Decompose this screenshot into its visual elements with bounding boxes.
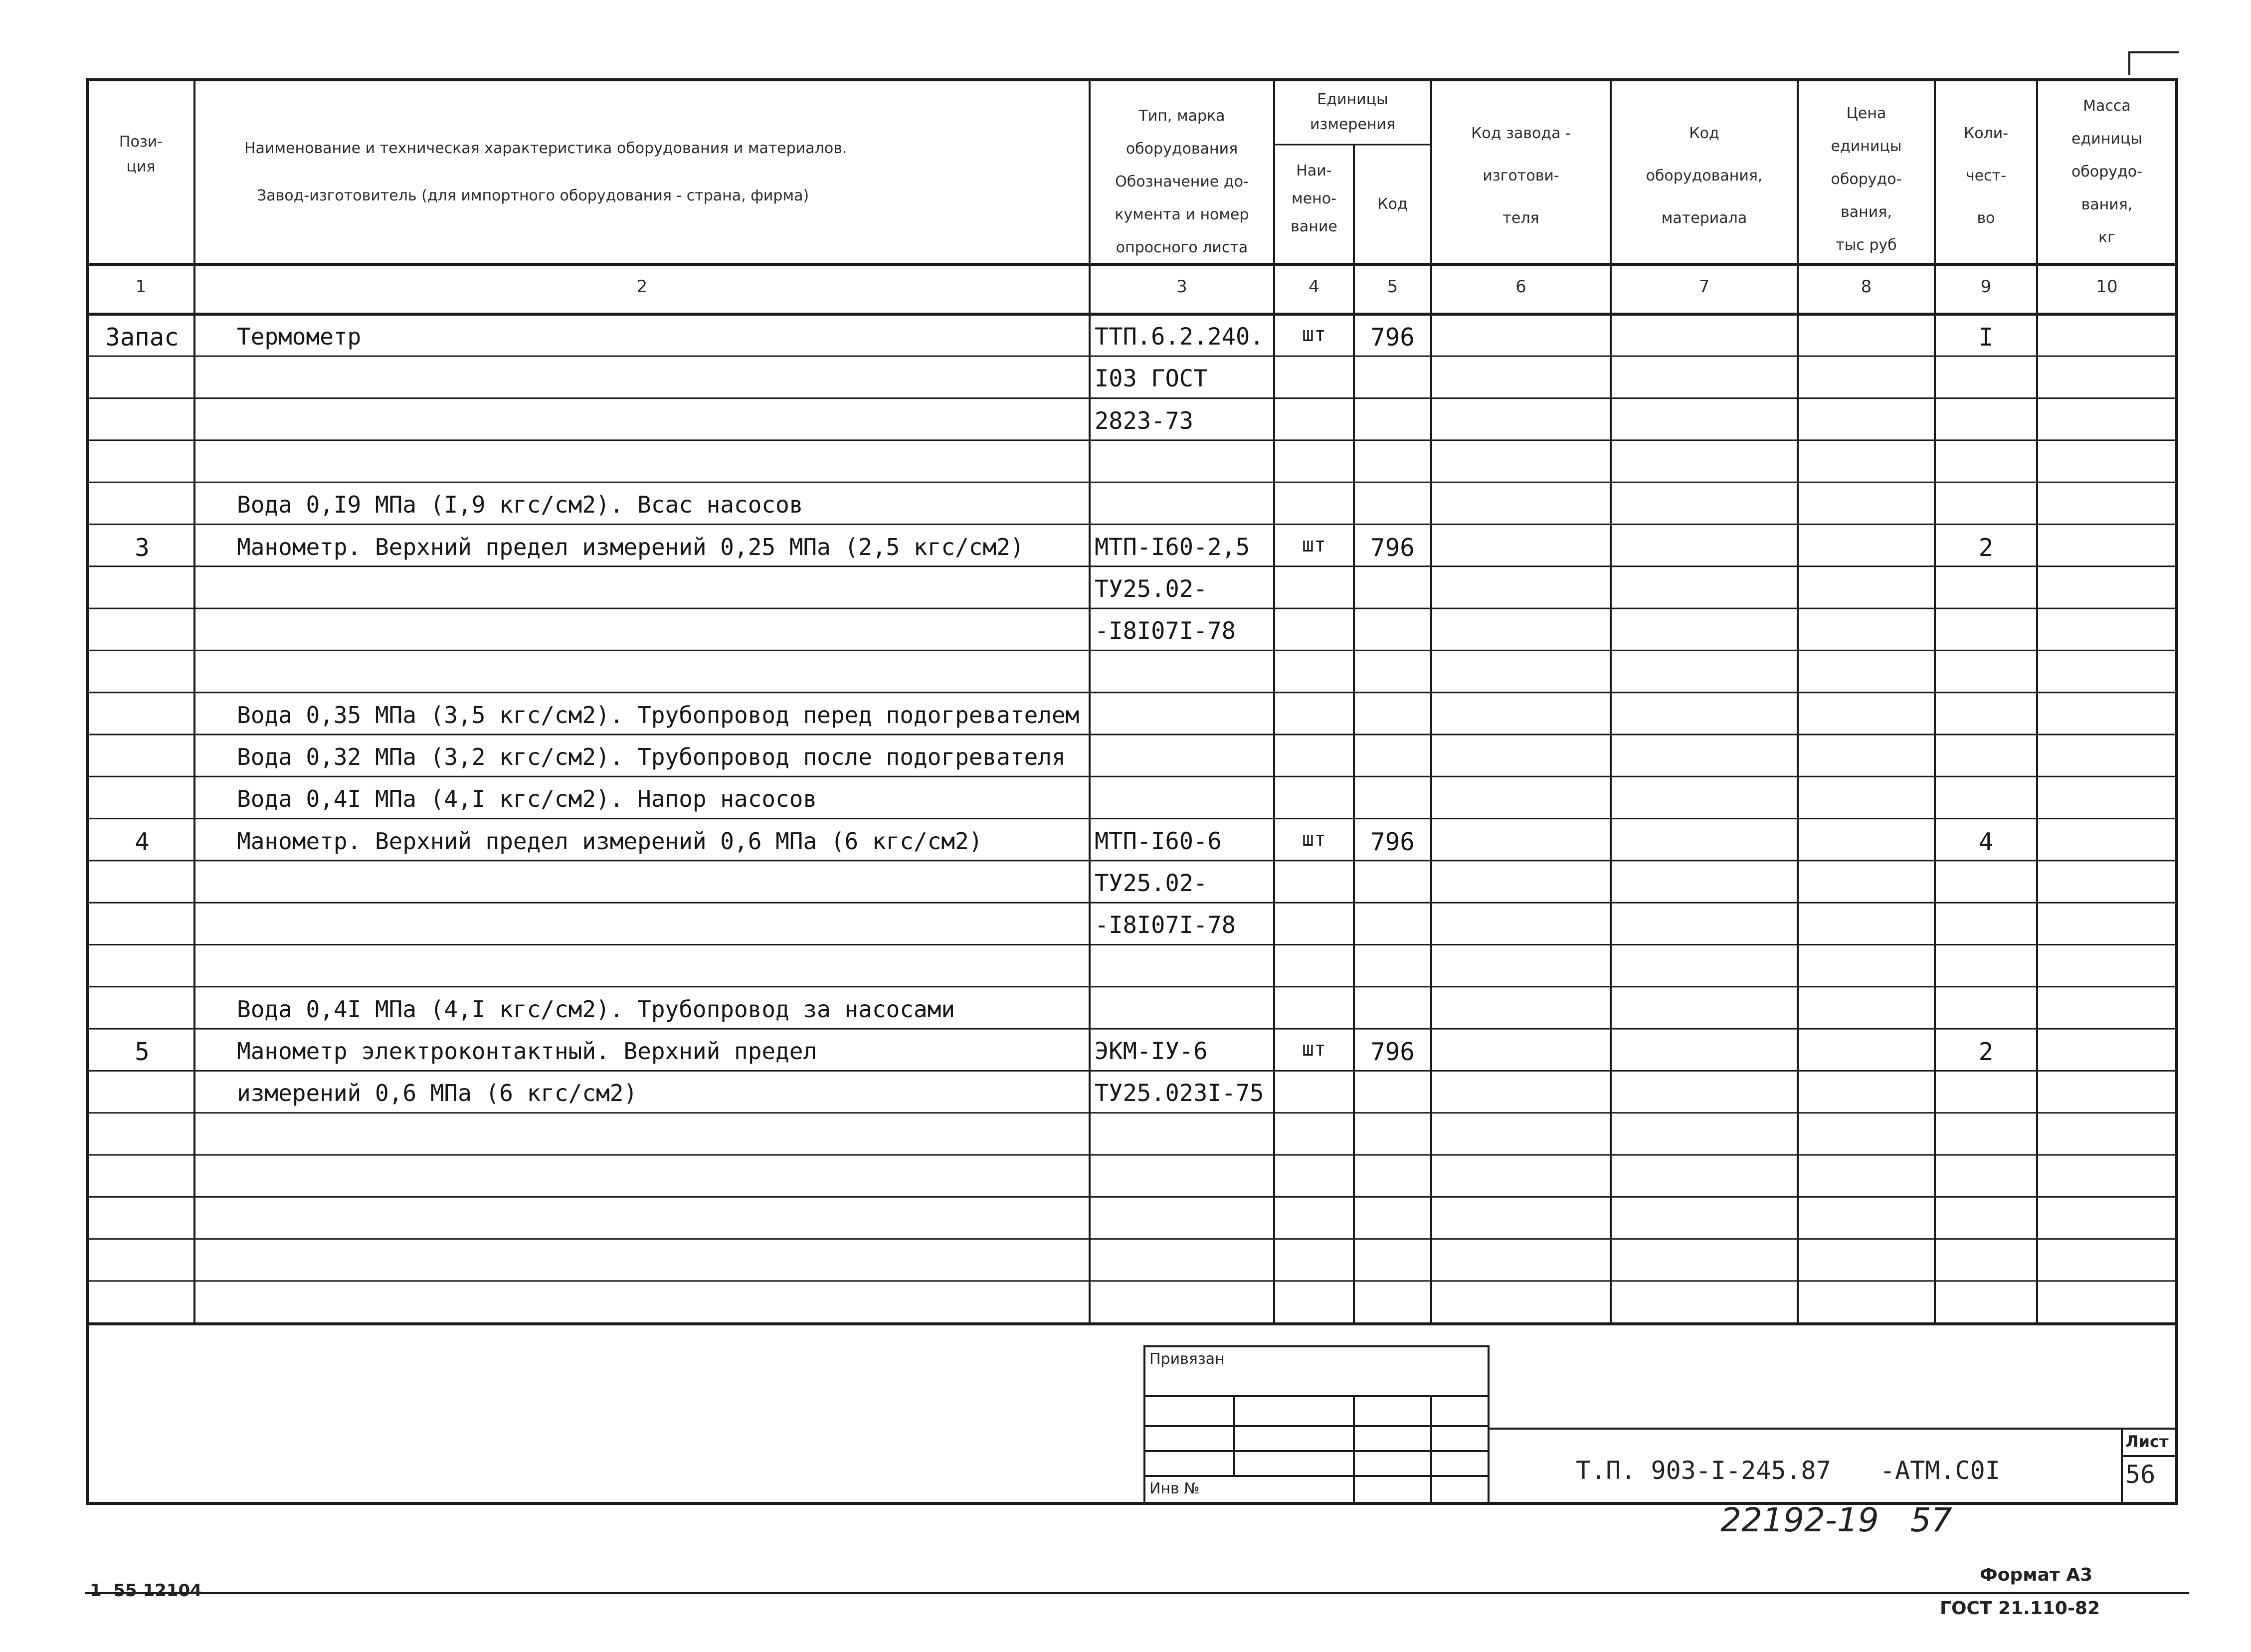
header-col6-line2: изготови-	[1483, 167, 1559, 184]
column-number: 3	[1176, 277, 1187, 297]
cell-code: 796	[1370, 827, 1415, 856]
cell-pos: 5	[135, 1038, 150, 1067]
column-number: 6	[1515, 277, 1526, 297]
handwritten-number: 22192-19 57	[1720, 1501, 1952, 1539]
header-units-line1: Единицы	[1317, 91, 1388, 108]
header-col1-line1: Пози-	[119, 133, 163, 151]
header-col9-line1: Коли-	[1963, 125, 2009, 142]
cell-type: -I8I07I-78	[1095, 912, 1236, 939]
cell-unit: шт	[1302, 533, 1326, 556]
header-col7	[1611, 112, 1798, 239]
footer-format: Формат А3	[1980, 1565, 2093, 1585]
sheet-label: Лист	[2125, 1432, 2169, 1451]
document-suffix: -АТМ.С0I	[1880, 1456, 2000, 1485]
cell-code: 796	[1370, 323, 1415, 352]
header-col3-line4: кумента и номер	[1115, 206, 1249, 223]
column-number: 9	[1980, 277, 1992, 297]
header-col7-line3: материала	[1661, 209, 1747, 227]
header-col10-line1: Масса	[2083, 97, 2131, 115]
cell-name: измерений 0,6 МПа (6 кгс/см2)	[237, 1080, 638, 1107]
cell-pos: Запас	[105, 323, 179, 352]
stamp-approved-label: Привязан	[1149, 1350, 1225, 1368]
column-number: 2	[636, 277, 648, 297]
header-col10-line5: кг	[2098, 229, 2115, 246]
cell-qty: 2	[1978, 533, 1994, 562]
column-number: 1	[135, 277, 147, 297]
header-col2	[244, 125, 1082, 219]
cell-type: I03 ГОСТ	[1095, 365, 1208, 393]
cell-unit: шт	[1302, 1038, 1326, 1061]
header-col6-line1: Код завода -	[1471, 125, 1571, 142]
header-col7-line2: оборудования,	[1646, 167, 1763, 184]
header-col4-line3: вание	[1291, 218, 1337, 235]
document-code: Т.П. 903-I-245.87	[1576, 1456, 1831, 1485]
header-col3-line2: оборудования	[1126, 140, 1238, 158]
cell-name: Вода 0,4I МПа (4,I кгс/см2). Трубопровод за насосами	[237, 995, 955, 1023]
header-col4-line1: Наи-	[1296, 162, 1332, 180]
header-col10	[2037, 90, 2177, 254]
header-col3-line1: Тип, марка	[1138, 107, 1225, 125]
header-col10-line4: вания,	[2081, 196, 2133, 213]
cell-name: Вода 0,32 МПа (3,2 кгс/см2). Трубопровод после подогревателя	[237, 743, 1066, 770]
cell-code: 796	[1370, 1038, 1415, 1067]
column-number: 7	[1698, 277, 1710, 297]
column-number: 4	[1309, 277, 1319, 297]
cell-type: ТУ25.023I-75	[1095, 1080, 1264, 1107]
header-col8	[1798, 97, 1935, 262]
cell-type: МТП-I60-2,5	[1095, 533, 1250, 561]
header-col8-line1: Цена	[1846, 105, 1886, 122]
header-units-group	[1274, 87, 1431, 137]
header-col5: Код	[1377, 195, 1408, 213]
column-number: 5	[1387, 277, 1398, 297]
cell-qty: 4	[1978, 827, 1994, 856]
header-col10-line3: оборудо-	[2071, 163, 2142, 181]
header-col4	[1274, 157, 1354, 241]
cell-type: ТУ25.02-	[1095, 575, 1208, 603]
cell-qty: I	[1978, 323, 1994, 352]
cell-type: МТП-I60-6	[1095, 827, 1222, 855]
header-col10-line2: единицы	[2071, 130, 2142, 148]
cell-type: ТТП.6.2.240.	[1095, 323, 1264, 351]
header-col3-line5: опросного листа	[1116, 239, 1248, 256]
header-col8-line2: единицы	[1831, 138, 1902, 155]
cell-unit: шт	[1302, 323, 1326, 346]
cell-name: Термометр	[237, 323, 362, 350]
cell-type: -I8I07I-78	[1095, 617, 1236, 645]
footer-left-code: 1 55 12104	[90, 1581, 202, 1601]
cell-name: Вода 0,4I МПа (4,I кгс/см2). Напор насосов	[237, 785, 817, 813]
sheet-number: 56	[2125, 1460, 2156, 1489]
footer-gost: ГОСТ 21.110-82	[1940, 1598, 2100, 1619]
header-col3	[1090, 100, 1274, 264]
column-number: 10	[2096, 277, 2118, 297]
header-col6	[1431, 112, 1611, 239]
header-col8-line4: вания,	[1841, 203, 1892, 221]
header-col3-line3: Обозначение до-	[1115, 173, 1249, 190]
cell-name: Вода 0,35 МПа (3,5 кгс/см2). Трубопровод перед подогревателем	[237, 701, 1080, 729]
header-col2-line2: Завод-изготовитель (для импортного оборудования - страна, фирма)	[257, 187, 809, 204]
cell-unit: шт	[1302, 827, 1326, 851]
header-col2-line1: Наименование и техническая характеристика оборудования и материалов.	[244, 140, 847, 157]
header-col9-line3: во	[1977, 209, 1995, 227]
header-units-line2: измерения	[1310, 116, 1396, 133]
cell-type: ЭКМ-IУ-6	[1095, 1038, 1208, 1066]
header-col1	[90, 130, 192, 180]
header-col8-line5: тыс руб	[1836, 236, 1897, 254]
cell-name: Вода 0,I9 МПа (I,9 кгс/см2). Всас насосов	[237, 491, 803, 519]
cell-code: 796	[1370, 533, 1415, 562]
cell-name: Манометр. Верхний предел измерений 0,25 МПа (2,5 кгс/см2)	[237, 533, 1024, 560]
cell-qty: 2	[1978, 1038, 1994, 1067]
header-col7-line1: Код	[1689, 125, 1719, 142]
cell-name: Манометр. Верхний предел измерений 0,6 МПа (6 кгс/см2)	[237, 827, 983, 855]
header-col6-line3: теля	[1502, 209, 1539, 227]
header-col1-line2: ция	[126, 158, 156, 176]
header-col9-line2: чест-	[1966, 167, 2006, 184]
cell-pos: 4	[135, 827, 150, 856]
stamp-inv-label: Инв №	[1149, 1480, 1200, 1497]
cell-type: 2823-73	[1095, 407, 1194, 435]
cell-name: Манометр электроконтактный. Верхний предел	[237, 1038, 817, 1065]
column-number: 8	[1861, 277, 1872, 297]
header-col4-line2: мено-	[1292, 190, 1336, 207]
cell-type: ТУ25.02-	[1095, 869, 1208, 897]
header-col9	[1935, 112, 2037, 239]
cell-pos: 3	[135, 533, 150, 562]
header-col8-line3: оборудо-	[1831, 171, 1902, 188]
